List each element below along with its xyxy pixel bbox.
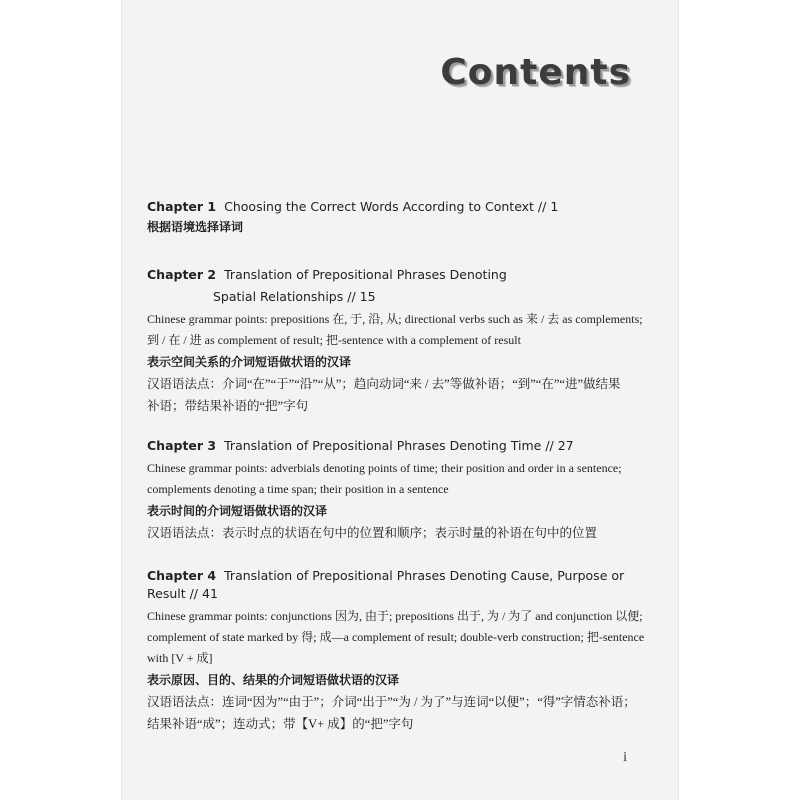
chapter-title-line2: Spatial Relationships // 15 (213, 289, 376, 304)
grammar-points-en (147, 458, 647, 500)
text-line: Chinese grammar points: adverbials denoting points of time; their position and order in a sentence; (147, 461, 622, 475)
chapter-title-line1: Translation of Prepositional Phrases Denoting (224, 267, 507, 282)
chapter-title: Translation of Prepositional Phrases Denoting Cause, Purpose or Result // 41 (147, 568, 625, 601)
chapter-label: Chapter 1 (147, 199, 217, 214)
text-line: 汉语语法点：介词“在”“于”“沿”“从”；趋向动词“来 / 去”等做补语；“到”“在”“进”做结果 (147, 377, 621, 391)
grammar-points-en (147, 606, 647, 669)
text-line: complements denoting a time span; their position in a sentence (147, 482, 449, 496)
chapter-label: Chapter 3 (147, 438, 217, 453)
text-line: with [V + 成] (147, 651, 213, 665)
book-page (121, 0, 679, 800)
chapter-zh-title: 表示原因、目的、结果的介词短语做状语的汉译 (147, 673, 400, 687)
chapter-label: Chapter 4 (147, 568, 217, 583)
toc-entry-chapter-4[interactable] (147, 567, 647, 735)
chapter-heading (147, 437, 647, 455)
chapter-heading (147, 198, 647, 216)
text-line: 汉语语法点：连词“因为”“由于”；介词“出于”“为 / 为了”与连词“以便”；“得”字情态补语； (147, 695, 636, 709)
chapter-heading (147, 567, 647, 603)
page-title: Contents (440, 52, 631, 93)
chapter-heading (147, 266, 647, 306)
text-line: Chinese grammar points: conjunctions 因为, 由于; prepositions 出于, 为 / 为了 and conjunction 以便; (147, 609, 643, 623)
text-line: 补语；带结果补语的“把”字句 (147, 399, 309, 413)
grammar-points-zh (147, 522, 647, 544)
grammar-points-zh (147, 691, 647, 735)
chapter-label: Chapter 2 (147, 267, 217, 282)
toc-entry-chapter-1[interactable] (147, 198, 647, 238)
grammar-points-zh (147, 373, 647, 417)
chapter-title: Choosing the Correct Words According to Context // 1 (224, 199, 559, 214)
chapter-zh-title: 根据语境选择译词 (147, 220, 244, 234)
page-number: i (623, 750, 627, 765)
text-line: 汉语语法点：表示时点的状语在句中的位置和顺序；表示时量的补语在句中的位置 (147, 526, 598, 540)
chapter-title: Translation of Prepositional Phrases Denoting Time // 27 (224, 438, 574, 453)
toc-entry-chapter-2[interactable] (147, 266, 647, 417)
text-line: Chinese grammar points: prepositions 在, 于, 沿, 从; directional verbs such as 来 / 去 as complements; (147, 312, 643, 326)
chapter-zh-title: 表示空间关系的介词短语做状语的汉译 (147, 355, 352, 369)
text-line: 到 / 在 / 进 as complement of result; 把-sentence with a complement of result (147, 333, 521, 347)
toc-entry-chapter-3[interactable] (147, 437, 647, 544)
grammar-points-en (147, 309, 647, 351)
text-line: 结果补语“成”；连动式；带【V+ 成】的“把”字句 (147, 717, 414, 731)
text-line: complement of state marked by 得; 成—a complement of result; double-verb construction; 把-sentence (147, 630, 645, 644)
chapter-zh-title: 表示时间的介词短语做状语的汉译 (147, 504, 328, 518)
